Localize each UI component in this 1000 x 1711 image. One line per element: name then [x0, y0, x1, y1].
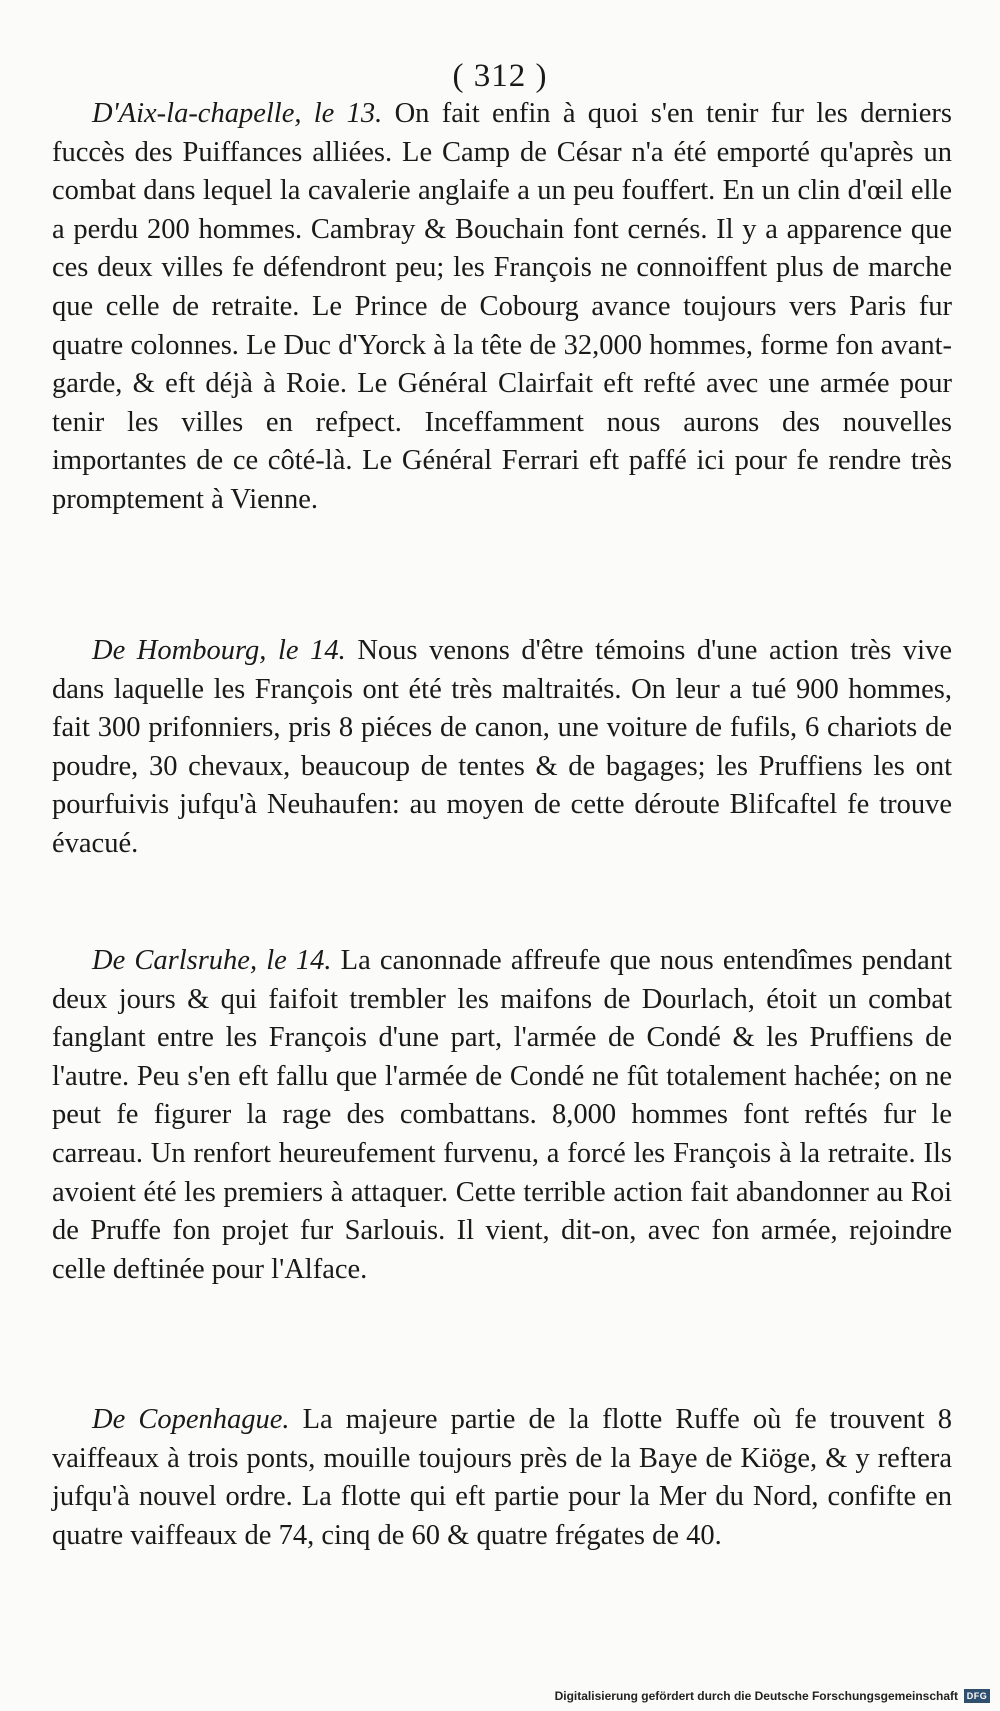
dateline: De Copenhague. [92, 1404, 290, 1435]
news-item-aix-la-chapelle [52, 95, 952, 520]
news-item-copenhague [52, 1401, 952, 1555]
digitization-credit [555, 1689, 990, 1703]
dateline: D'Aix-la-chapelle, le 13. [92, 98, 383, 129]
dateline: De Carlsruhe, le 14. [92, 945, 332, 976]
credit-text: Digitalisierung gefördert durch die Deutsche Forschungsgemeinschaft [554, 1689, 958, 1703]
news-text: On fait enfin à quoi s'en tenir fur les derniers fuccès des Puiffances alliées. Le Camp de César n'a été emporté qu'après un combat dans lequel la cavalerie anglaife a un peu fouffert. En un clin d'œil elle a perdu 200 hommes. Cambray & Bouchain font cernés. Il y a apparence que ces deux villes fe défendront peu; les François ne connoiffent plus de marche que celle de retraite. Le Prince de Cobourg avance toujours vers Paris fur quatre colonnes. Le Duc d'Yorck à la tête de 32,000 hommes, forme fon avant-garde, & eft déjà à Roie. Le Général Clairfait eft refté avec une armée pour tenir les villes en refpect. Inceffamment nous aurons des nouvelles importantes de ce côté-là. Le Général Ferrari eft paffé ici pour fe rendre très promptement à Vienne. [52, 98, 952, 515]
news-text: La majeure partie de la flotte Ruffe où fe trouvent 8 vaiffeaux à trois ponts, mouille toujours près de la Baye de Kiöge, & y reftera jufqu'à nouvel ordre. La flotte qui eft partie pour la Mer du Nord, confifte en quatre vaiffeaux de 74, cinq de 60 & quatre frégates de 40. [52, 1404, 952, 1551]
news-text: La canonnade affreufe que nous entendîmes pendant deux jours & qui faifoit trembler les maifons de Dourlach, étoit un combat fanglant entre les François d'une part, l'armée de Condé & les Pruffiens de l'autre. Peu s'en eft fallu que l'armée de Condé ne fût totalement hachée; on ne peut fe figurer la rage des combattans. 8,000 hommes font reftés fur le carreau. Un renfort heureufement furvenu, a forcé les François à la retraite. Ils avoient été les premiers à attaquer. Cette terrible action fait abandonner au Roi de Pruffe fon projet fur Sarlouis. Il vient, dit-on, avec fon armée, rejoindre celle deftinée pour l'Alface. [52, 945, 953, 1285]
page-number: ( 312 ) [452, 58, 548, 94]
dfg-logo: DFG [964, 1689, 990, 1703]
news-item-carlsruhe [52, 942, 952, 1289]
news-item-hombourg [52, 632, 952, 864]
news-text: Nous venons d'être témoins d'une action très vive dans laquelle les François ont été très maltraités. On leur a tué 900 hommes, fait 300 prifonniers, pris 8 piéces de canon, une voiture de fufils, 6 chariots de poudre, 30 chevaux, beaucoup de tentes & de bagages; les Pruffiens les ont pourfuivis jufqu'à Neuhaufen: au moyen de cette déroute Blifcaftel fe trouve évacué. [52, 635, 952, 859]
dateline: De Hombourg, le 14. [92, 635, 346, 666]
